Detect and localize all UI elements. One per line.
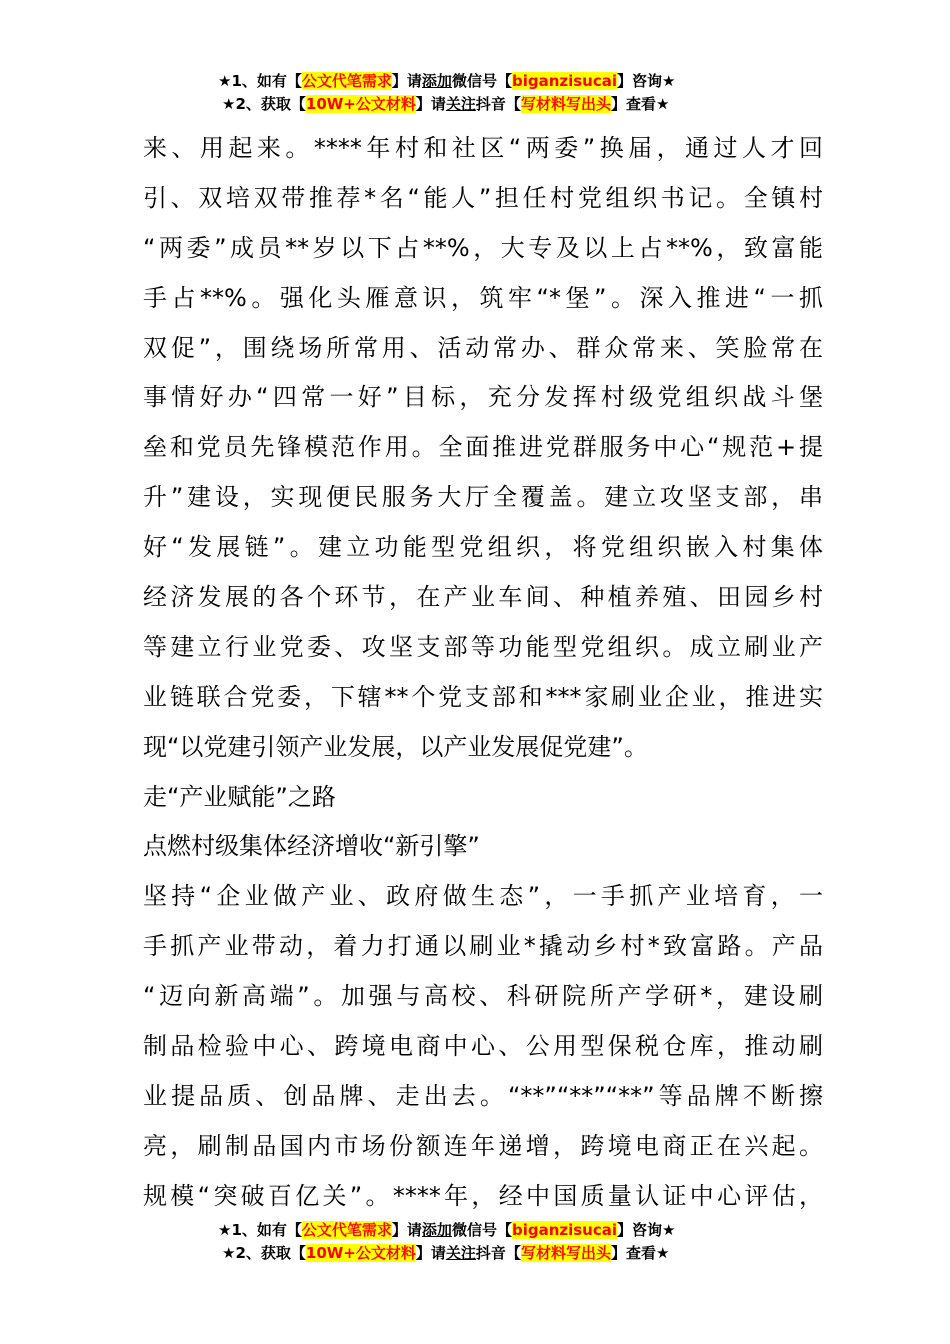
highlight-douyin-id: 写材料写出头	[520, 95, 611, 113]
text-line: 事情好办“四常一好”目标，充分发挥村级党组织战斗堡	[143, 383, 823, 412]
highlight-materials: 10W+公文材料	[305, 1244, 416, 1262]
banner-line-1: ★1、如有【公文代笔需求】请添加微信号【biganzisucai】咨询★	[218, 1221, 676, 1239]
text-line: 规模“突破百亿关”。****年，经中国质量认证中心评估，	[143, 1181, 823, 1210]
section-heading: 走“产业赋能”之路	[143, 782, 336, 811]
document-body	[143, 124, 823, 1222]
text-line: 亮，刷制品国内市场份额连年递增，跨境电商正在兴起。	[143, 1131, 823, 1160]
text-line: 业提品质、创品牌、走出去。“**”“**”“**”等品牌不断擦	[143, 1081, 823, 1110]
highlight-douyin-id: 写材料写出头	[520, 1244, 611, 1262]
banner-line-2: ★2、获取【10W+公文材料】请关注抖音【写材料写出头】查看★	[222, 95, 670, 113]
text-line: 坚持“企业做产业、政府做生态”，一手抓产业培育，一	[143, 882, 823, 911]
text-line: 经济发展的各个环节，在产业车间、种植养殖、田园乡村	[143, 583, 823, 612]
text-line: 制品检验中心、跨境电商中心、公用型保税仓库，推动刷	[143, 1032, 823, 1061]
text-line: 等建立行业党委、攻坚支部等功能型党组织。成立刷业产	[143, 632, 823, 661]
banner-line-2: ★2、获取【10W+公文材料】请关注抖音【写材料写出头】查看★	[222, 1244, 670, 1262]
section-subheading: 点燃村级集体经济增收“新引擎”	[143, 832, 480, 861]
highlight-service: 公文代笔需求	[301, 1221, 392, 1239]
text-line: 好“发展链”。建立功能型党组织，将党组织嵌入村集体	[143, 533, 823, 562]
text-line: “两委”成员**岁以下占**%，大专及以上占**%，致富能	[143, 233, 823, 262]
highlight-service: 公文代笔需求	[301, 72, 392, 90]
text-line: 现“以党建引领产业发展，以产业发展促党建”。	[143, 732, 648, 761]
text-line: 引、双培双带推荐*名“能人”担任村党组织书记。全镇村	[143, 183, 823, 212]
highlight-wechat-id: biganzisucai	[511, 1221, 618, 1239]
text-line: 垒和党员先锋模范作用。全面推进党群服务中心“规范+提	[143, 433, 823, 462]
banner-line-1: ★1、如有【公文代笔需求】请添加微信号【biganzisucai】咨询★	[218, 72, 676, 90]
text-line: 手占**%。强化头雁意识，筑牢“*堡”。深入推进“一抓	[143, 283, 823, 312]
text-line: 业链联合党委，下辖**个党支部和***家刷业企业，推进实	[143, 682, 823, 711]
text-line: 双促”，围绕场所常用、活动常办、群众常来、笑脸常在	[143, 333, 823, 362]
text-line: 手抓产业带动，着力打通以刷业*撬动乡村*致富路。产品	[143, 932, 823, 961]
highlight-materials: 10W+公文材料	[305, 95, 416, 113]
text-line: 升”建设，实现便民服务大厅全覆盖。建立攻坚支部，串	[143, 483, 823, 512]
text-line: 来、用起来。****年村和社区“两委”换届，通过人才回	[143, 134, 823, 162]
text-line: “迈向新高端”。加强与高校、科研院所产学研*，建设刷	[143, 982, 823, 1011]
highlight-wechat-id: biganzisucai	[511, 72, 618, 90]
